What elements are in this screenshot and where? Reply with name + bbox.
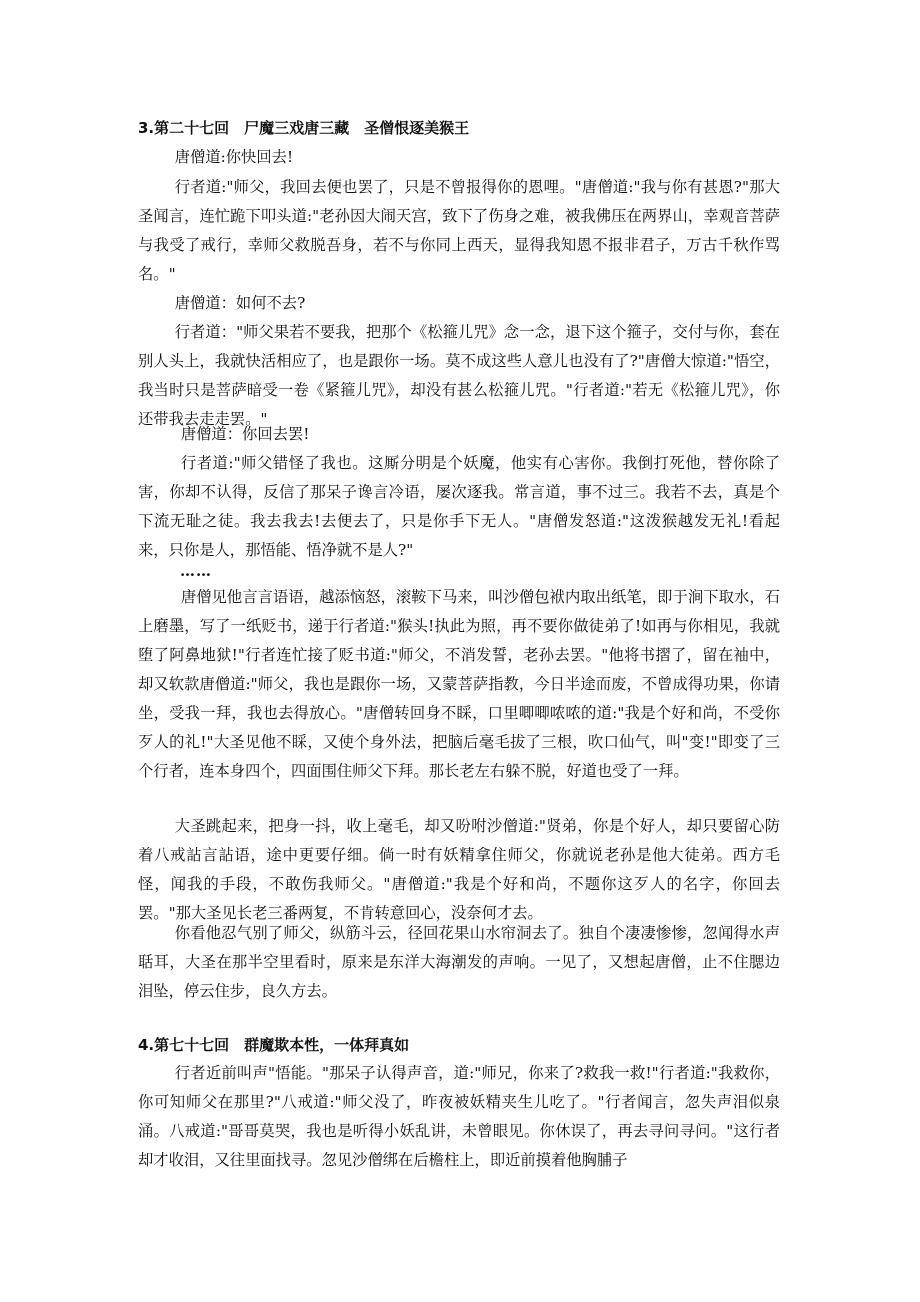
ellipsis: ……: [180, 562, 212, 580]
paragraph: 唐僧道：如何不去?: [174, 294, 306, 312]
paragraph: 唐僧见他言言语语，越添恼怒，滚鞍下马来，叫沙僧包袱内取出纸笔，即于涧下取水，石上磨墨，写了一纸贬书，递于行者道:"猴头!执此为照，再不要你做徒弟了!如再与你相见，我就堕了阿鼻地狱!"行者连忙接了贬书道:"师父，不消发誓，老孙去罢。"他将书摺了，留在袖中，却又软款唐僧道:"师父，我也是跟你一场，又蒙菩萨指教，今日半途而废，不曾成得功果，你请坐，受我一拜，我也去得放心。"唐僧转回身不睬，口里唧唧哝哝的道:"我是个好和尚，不受你歹人的礼!"大圣见他不睬，又使个身外法，把脑后毫毛拔了三根，吹口仙气，叫"变!"即变了三个行者，连本身四个，四面围住师父下拜。那长老左右躲不脱，好道也受了一拜。: [138, 588, 780, 780]
paragraph: 唐僧道：你回去罢!: [180, 425, 310, 443]
section-title: 4.第七十七回 群魔欺本性，一体拜真如: [138, 1036, 410, 1054]
paragraph: 行者道："师父果若不要我，把那个《松箍儿咒》念一念，退下这个箍子，交付与你，套在别人头上，我就快活相应了，也是跟你一场。莫不成这些人意儿也没有了?"唐僧大惊道:"悟空，我当时只是菩萨暗受一卷《紧箍儿咒》，却没有甚么松箍儿咒。"行者道:"若无《松箍儿咒》，你还带我去走走罢。": [138, 323, 780, 428]
paragraph: 你看他忍气别了师父，纵筋斗云，径回花果山水帘洞去了。独自个凄凄惨惨，忽闻得水声聒耳，大圣在那半空里看时，原来是东洋大海潮发的声响。一见了，又想起唐僧，止不住腮边泪坠，停云住步，良久方去。: [138, 924, 780, 1000]
paragraph: 唐僧道:你快回去!: [174, 148, 294, 166]
paragraph: 行者道:"师父，我回去便也罢了，只是不曾报得你的恩哩。"唐僧道:"我与你有甚恩?"那大圣闻言，连忙跪下叩头道:"老孙因大闹天宫，致下了伤身之难，被我佛压在两界山，幸观音菩萨与我受了戒行，幸师父救脱吾身，若不与你同上西天，显得我知恩不报非君子，万古千秋作骂名。": [138, 178, 780, 283]
paragraph: 行者近前叫声"悟能。"那呆子认得声音，道:"师兄，你来了?救我一救!"行者道:"我救你，你可知师父在那里?"八戒道:"师父没了，昨夜被妖精夹生儿吃了。"行者闻言，忽失声泪似泉涌。八戒道:"哥哥莫哭，我也是听得小妖乱讲，未曾眼见。你休误了，再去寻问寻问。"这行者却才收泪，又往里面找寻。忽见沙僧绑在后檐柱上，即近前摸着他胸脯子: [138, 1064, 780, 1169]
paragraph: 行者道:"师父错怪了我也。这厮分明是个妖魔，他实有心害你。我倒打死他，替你除了害，你却不认得，反信了那呆子谗言冷语，屡次逐我。常言道，事不过三。我若不去，真是个下流无耻之徒。我去我去!去便去了，只是你手下无人。"唐僧发怒道:"这泼猴越发无礼!看起来，只你是人，那悟能、悟净就不是人?": [138, 454, 780, 559]
paragraph: 大圣跳起来，把身一抖，收上毫毛，却又吩咐沙僧道:"贤弟，你是个好人，却只要留心防着八戒詀言詀语，途中更要仔细。倘一时有妖精拿住师父，你就说老孙是他大徒弟。西方毛怪，闻我的手段，不敢伤我师父。"唐僧道:"我是个好和尚，不题你这歹人的名字，你回去罢。"那大圣见长老三番两复，不肯转意回心，没奈何才去。: [138, 817, 780, 922]
section-title: 3.第二十七回 尸魔三戏唐三藏 圣僧恨逐美猴王: [138, 119, 470, 137]
